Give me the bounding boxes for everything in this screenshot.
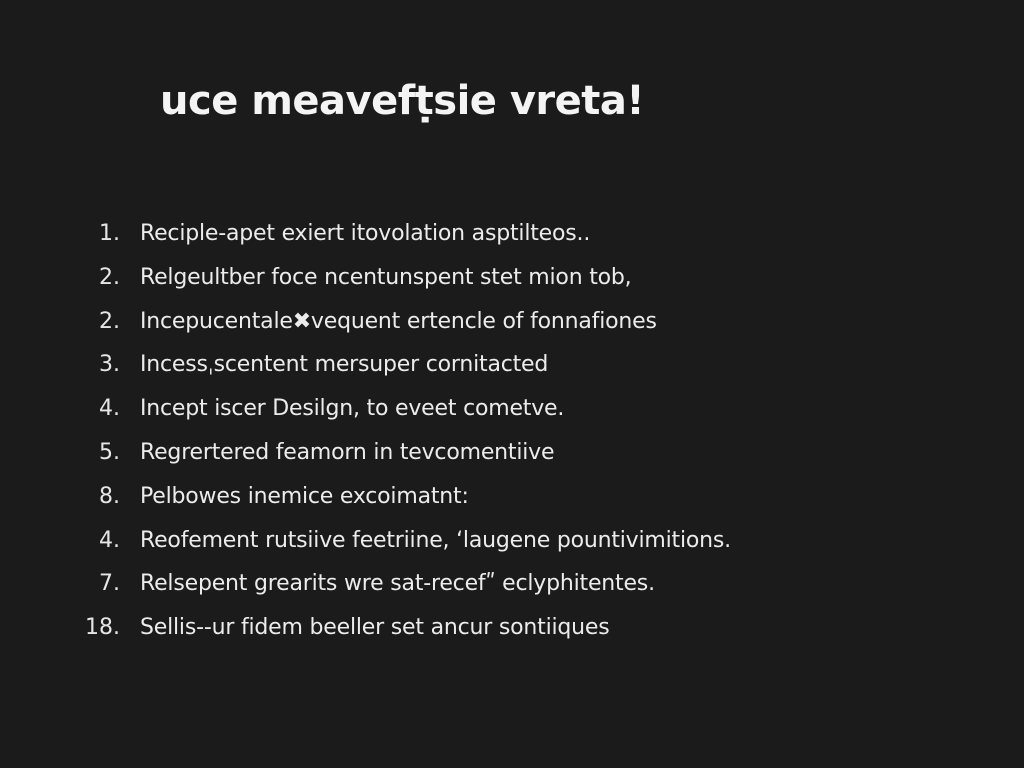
- list-item: [0, 519, 1024, 563]
- list-item: [0, 212, 1024, 256]
- list-item-text: Reciple-apet exiert itovolation asptilteos..: [140, 221, 591, 246]
- list-item-text: Regrertered feamorn in tevcomentiive: [140, 439, 555, 465]
- slide-title: uce meavefṭsie vreta!: [160, 78, 645, 124]
- list-item-number: 2.: [99, 264, 120, 290]
- list-item-text: Relgeultber foce ncentunspent stet mion tob,: [140, 264, 632, 290]
- list-item: [0, 431, 1024, 475]
- list-item-text: Incept iscer Desilgn, to eveet cometve.: [140, 396, 565, 422]
- numbered-list: [0, 212, 1024, 650]
- list-item: [0, 475, 1024, 519]
- list-item: [0, 562, 1024, 606]
- list-item-number: 4.: [99, 527, 120, 553]
- list-item: [0, 343, 1024, 387]
- list-item: [0, 606, 1024, 650]
- list-item-text: Sellis--ur fidem beeller set ancur sontiiques: [140, 615, 610, 641]
- list-item: [0, 256, 1024, 300]
- list-item-number: 2.: [99, 308, 120, 334]
- list-item-number: 5.: [99, 439, 120, 465]
- list-item-text: Relsepent grearits wre sat-recefʺ eclyphitentes.: [140, 571, 655, 597]
- list-item-text: Incepucentale✖vequent ertencle of fonnafiones: [140, 308, 657, 334]
- list-item: [0, 300, 1024, 344]
- list-item-number: 4.: [99, 396, 120, 422]
- list-item-number: 3.: [99, 352, 120, 378]
- list-item-text: Reofement rutsiive feetriine, ‘laugene pountivimitions.: [140, 527, 731, 553]
- list-item-number: 8.: [99, 483, 120, 509]
- list-item-text: Pelbowes inemice excoimatnt:: [140, 483, 469, 509]
- list-item-number: 1.: [99, 221, 120, 246]
- list-item: [0, 387, 1024, 431]
- list-item-number: 18.: [85, 615, 120, 641]
- list-item-number: 7.: [99, 571, 120, 597]
- list-item-text: Incessˌscentent mersuper cornitacted: [140, 352, 549, 378]
